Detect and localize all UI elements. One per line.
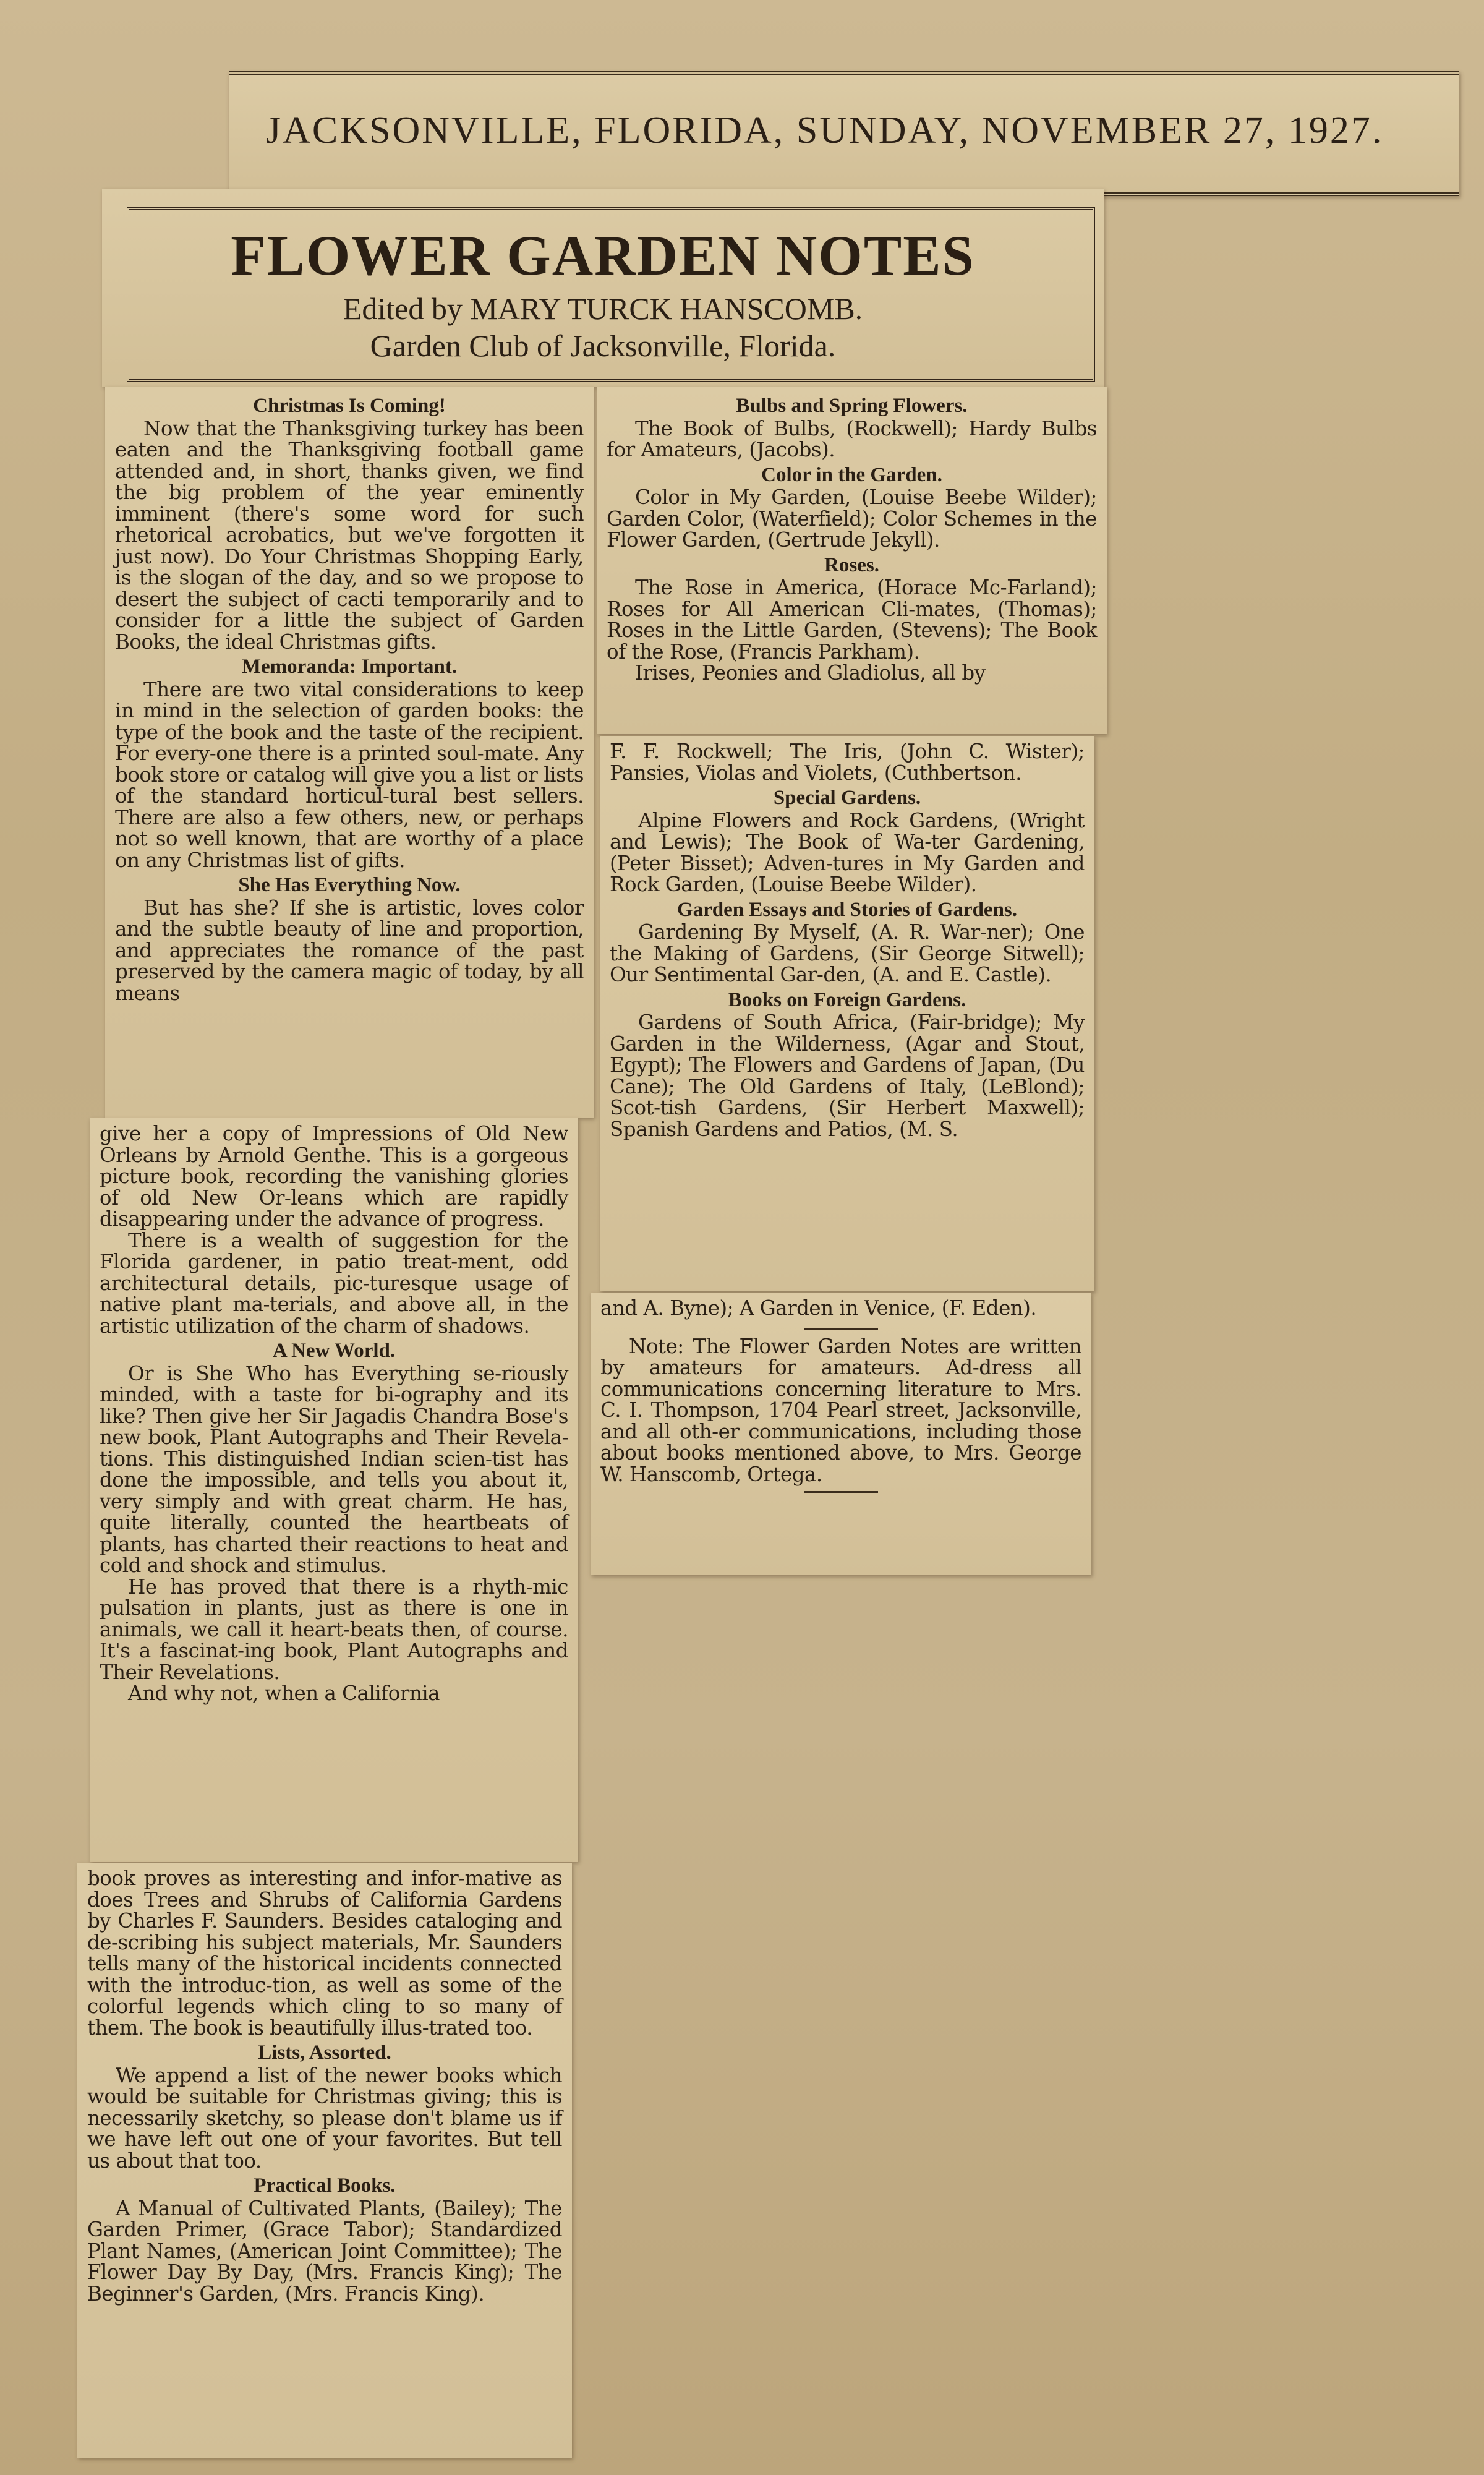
column-1-segment-3 [77, 1863, 572, 2458]
header-box [102, 189, 1104, 387]
column-2-segment-3 [591, 1293, 1091, 1575]
body-paragraph: Gardening By Myself, (A. R. War-ner); One the Making of Gardens, (Sir George Sitwell); Our Sentimental Gar-den, (A. and E. Castle). [610, 920, 1085, 987]
column-2-segment-2 [600, 736, 1094, 1291]
body-paragraph: There are two vital considerations to keep in mind in the selection of garden books: the type of the book and the taste of the recipient. For every-one there is a printed soul-mate. Any book store or catalog will give you a list or lists of the standard horticul-tural best sellers. There are also a few others, new, or perhaps not so well known, that are worthy of a place on any Christmas list of gifts. [115, 677, 584, 872]
column-1-segment-2 [90, 1118, 578, 1862]
section-heading: Books on Foreign Gardens. [728, 988, 966, 1011]
body-paragraph: He has proved that there is a rhyth-mic pulsation in plants, just as there is one in animals, we call it heart-beats then, of course. It's a fascinat-ing book, Plant Autographs and Their Revelations. [100, 1575, 568, 1684]
section-heading: Lists, Assorted. [258, 2041, 391, 2064]
column-1-segment-1 [105, 387, 594, 1118]
article-byline: Edited by MARY TURCK HANSCOMB. [343, 291, 863, 326]
section-heading: Color in the Garden. [761, 463, 942, 486]
body-paragraph: Irises, Peonies and Gladiolus, all by [635, 661, 986, 685]
body-paragraph: The Rose in America, (Horace Mc-Farland); Roses for All American Cli-mates, (Thomas); Roses in the Little Garden, (Stevens); The Book of the Rose, (Francis Parkham). [607, 576, 1097, 664]
body-paragraph: book proves as interesting and infor-mative as does Trees and Shrubs of California Gardens by Charles F. Saunders. Besides cataloging and de-scribing his subject materials, Mr. Saunders tells many of the historical incidents connected with the introduc-tion, as well as some of the colorful legends which cling to so many of them. The book is beautifully illus-trated too. [87, 1866, 562, 2040]
body-paragraph: Color in My Garden, (Louise Beebe Wilder); Garden Color, (Waterfield); Color Schemes in the Flower Garden, (Gertrude Jekyll). [607, 485, 1097, 552]
body-paragraph: We append a list of the newer books which would be suitable for Christmas giving; this is necessarily sketchy, so please don't blame us if we have left out one of your favorites. But tell us about that too. [87, 2063, 562, 2173]
body-paragraph: Note: The Flower Garden Notes are written by amateurs for amateurs. Ad-dress all communications concerning literature to Mrs. C. I. Thompson, 1704 Pearl street, Jacksonville, and all oth-er communications, including those about books mentioned above, to Mrs. George W. Hanscomb, Ortega. [600, 1334, 1081, 1486]
body-paragraph: And why not, when a California [128, 1682, 440, 1706]
column-2-segment-1 [597, 387, 1107, 734]
body-paragraph: Alpine Flowers and Rock Gardens, (Wright and Lewis); The Book of Wa-ter Gardening, (Peter Bisset); Adven-tures in My Garden and Rock Garden, (Louise Beebe Wilder). [610, 808, 1085, 897]
section-heading: Special Gardens. [773, 787, 921, 809]
body-paragraph: Or is She Who has Everything se-riously minded, with a taste for bi-ography and its like? Then give her Sir Jagadis Chandra Bose's new book, Plant Autographs and Their Revela-tions. This distinguished Indian scien-tist has done the impossible, and tells you about it, very simply and with great charm. He has, quite literally, counted the heartbeats of plants, has charted their reactions to heat and cold and shock and stimulus. [100, 1361, 568, 1578]
dateline-strip [229, 71, 1459, 196]
body-paragraph: F. F. Rockwell; The Iris, (John C. Wister); Pansies, Violas and Violets, (Cuthbertson. [610, 740, 1085, 785]
dateline-text: JACKSONVILLE, FLORIDA, SUNDAY, NOVEMBER 27, 1927. [266, 109, 1384, 152]
section-heading: Memoranda: Important. [241, 656, 458, 678]
section-heading: She Has Everything Now. [238, 874, 461, 897]
section-heading: Bulbs and Spring Flowers. [736, 395, 968, 417]
section-heading: Practical Books. [254, 2174, 396, 2197]
article-title: FLOWER GARDEN NOTES [231, 224, 975, 287]
body-paragraph: A Manual of Cultivated Plants, (Bailey); The Garden Primer, (Grace Tabor); Standardized Plant Names, (American Joint Committee); The Flower Day By Day, (Mrs. Francis King); The Beginner's Garden, (Mrs. Francis King). [87, 2196, 562, 2306]
body-paragraph: and A. Byne); A Garden in Venice, (F. Eden). [600, 1296, 1037, 1320]
end-rule [804, 1491, 878, 1493]
section-heading: A New World. [272, 1340, 396, 1362]
body-paragraph: There is a wealth of suggestion for the Florida gardener, in patio treat-ment, odd architectural details, pic-turesque usage of native plant ma-terials, and above all, in the artistic utilization of the charm of shadows. [100, 1228, 568, 1338]
separator-rule [804, 1328, 878, 1330]
body-paragraph: The Book of Bulbs, (Rockwell); Hardy Bulbs for Amateurs, (Jacobs). [607, 416, 1097, 462]
body-paragraph: Gardens of South Africa, (Fair-bridge); My Garden in the Wilderness, (Agar and Stout, Egypt); The Flowers and Gardens of Japan, (Du Cane); The Old Gardens of Italy, (LeBlond); Scot-tish Gardens, (Sir Herbert Maxwell); Spanish Gardens and Patios, (M. S. [610, 1011, 1085, 1141]
article-club: Garden Club of Jacksonville, Florida. [370, 328, 836, 363]
section-heading: Garden Essays and Stories of Gardens. [676, 898, 1018, 921]
section-heading: Christmas Is Coming! [253, 395, 446, 417]
body-paragraph: Now that the Thanksgiving turkey has been eaten and the Thanksgiving football game attended and, in short, thanks given, we find the big problem of the year eminently imminent (there's some word for such rhetorical acrobatics, but we've forgotten it just now). Do Your Christmas Shopping Early, is the slogan of the day, and so we propose to desert the subject of cacti temporarily and to consider for a little the subject of Garden Books, the ideal Christmas gifts. [115, 416, 584, 654]
section-heading: Roses. [824, 554, 879, 576]
body-paragraph: But has she? If she is artistic, loves color and the subtle beauty of line and proportion, and appreciates the romance of the past preserved by the camera magic of today, by all means [115, 896, 584, 1005]
body-paragraph: give her a copy of Impressions of Old New Orleans by Arnold Genthe. This is a gorgeous picture book, recording the vanishing glories of old New Or-leans which are rapidly disappearing under the advance of progress. [100, 1122, 568, 1231]
